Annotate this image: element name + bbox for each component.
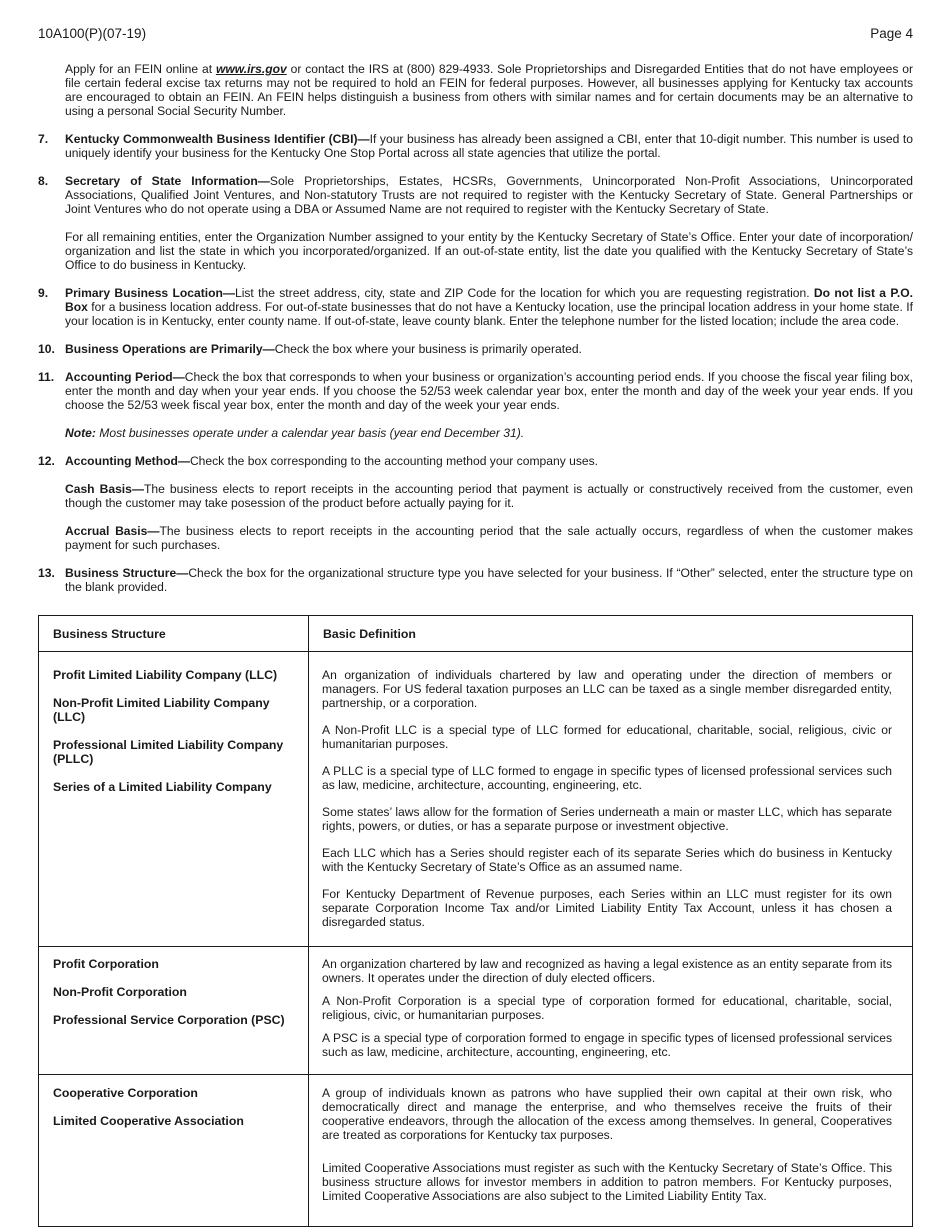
item-9 — [38, 286, 913, 328]
cash-basis-label: Cash Basis— — [65, 482, 144, 496]
irs-link[interactable]: www.irs.gov — [215, 62, 287, 76]
item-number: 8. — [38, 174, 49, 188]
form-id: 10A100(P)(07-19) — [38, 26, 147, 41]
item-7 — [38, 132, 913, 160]
item-13 — [38, 566, 913, 594]
item-text-cont: for a business location address. For out-of-state businesses that do not have a Kentucky location, use the principal location address in your home state. If your location is in Kentucky, enter county name. If out-of-state, leave county blank. Enter the telephone number for the listed location; include the area code. — [65, 300, 913, 328]
cash-basis-text: The business elects to report receipts in the accounting period that payment is actually or constructively received from the customer, even though the customer may take posession of the product before actually paying for it. — [65, 482, 913, 510]
item-title: Kentucky Commonwealth Business Identifier (CBI)— — [65, 132, 370, 146]
fein-text-cont: or contact the IRS at (800) 829-4933. Sole Proprietorships and Disregarded Entities that do not have employees or file certain federal excise tax returns may not be required to hold an FEIN for federal purposes. However, all businesses applying for Kentucky tax accounts are encouraged to obtain an FEIN. An FEIN helps distinguish a business from others with similar names and for certain documents may be an alternative to using a personal Social Security Number. — [65, 62, 913, 118]
definition-text: A PSC is a special type of corporation formed to engage in specific types of licensed professional services such as law, medicine, architecture, accounting, engineering, etc. — [322, 1031, 892, 1059]
accrual-basis-label: Accrual Basis— — [65, 524, 160, 538]
item-title: Primary Business Location— — [65, 286, 235, 300]
accrual-basis-text: The business elects to report receipts in the accounting period that the sale actually occurs, regardless of when the customer makes payment for such purchases. — [65, 524, 914, 552]
item-number: 13. — [38, 566, 55, 580]
definition-text: Each LLC which has a Series should register each of its separate Series which do business in Kentucky with the Kentucky Secretary of State’s Office as an assumed name. — [322, 846, 892, 874]
item-text: Check the box for the organizational structure type you have selected for your business. If “Other” selected, enter the structure type on the blank provided. — [65, 566, 913, 594]
item-emphasis: Do not list a P.O. Box — [65, 286, 913, 314]
item-number: 11. — [38, 370, 55, 384]
item-12 — [38, 454, 913, 552]
note-text: Most businesses operate under a calendar year basis (year end December 31). — [95, 426, 525, 440]
structure-name: Profit Limited Liability Company (LLC) — [53, 668, 278, 682]
table-row — [39, 947, 913, 1075]
definition-text: A PLLC is a special type of LLC formed to engage in specific types of licensed professional services such as law, medicine, architecture, accounting, engineering, etc. — [322, 764, 892, 792]
item-number: 10. — [38, 342, 55, 356]
item-title: Secretary of State Information— — [65, 174, 270, 188]
definition-text: Some states’ laws allow for the formation of Series underneath a main or master LLC, which has separate rights, powers, or duties, or has a separate purpose or investment objective. — [322, 805, 892, 833]
item-text: Check the box where your business is primarily operated. — [274, 342, 582, 356]
instructions — [38, 62, 913, 608]
structure-name: Limited Cooperative Association — [53, 1114, 244, 1128]
definition-text: A Non-Profit Corporation is a special type of corporation formed for educational, charitable, social, religious, civic, or humanitarian purposes. — [322, 994, 892, 1022]
structure-name: Non-Profit Corporation — [53, 985, 187, 999]
structure-cell — [39, 1075, 309, 1227]
column-header-structure: Business Structure — [39, 616, 309, 652]
definition-text: An organization chartered by law and recognized as having a legal existence as an entity separate from its owners. It operates under the direction of duly elected officers. — [322, 957, 892, 985]
structure-name: Series of a Limited Liability Company — [53, 780, 272, 794]
item-11 — [38, 370, 913, 440]
item-text: List the street address, city, state and ZIP Code for the location for which you are requesting registration. — [234, 286, 814, 300]
structure-cell — [39, 652, 309, 947]
item-text: Check the box that corresponds to when your business or organization’s accounting period ends. If you choose the fiscal year filing box, enter the month and day when your year ends. If you choose the 52/53 week calendar year box, enter the month and day of the week your year ends. If you choose the 52/53 week fiscal year box, enter the month and day of the week your year ends. — [65, 370, 913, 412]
structure-name: Professional Service Corporation (PSC) — [53, 1013, 285, 1027]
structure-name: Cooperative Corporation — [53, 1086, 198, 1100]
structure-name: Professional Limited Liability Company (PLLC) — [53, 738, 284, 766]
definition-cell — [309, 652, 913, 947]
note — [65, 426, 913, 440]
item-number: 7. — [38, 132, 49, 146]
table-row — [39, 652, 913, 947]
item-number: 9. — [38, 286, 49, 300]
fein-text: Apply for an FEIN online at — [65, 62, 216, 76]
item-8 — [38, 174, 913, 272]
item-text: Sole Proprietorships, Estates, HCSRs, Governments, Unincorporated Non-Profit Associations, Unincorporated Associations, Qualified Joint Ventures, and Non-statutory Trusts are not required to register with the Kentucky Secretary of State. General Partnerships or Joint Ventures who do not operate using a DBA or Assumed Name are not required to register with the Kentucky Secretary of State. — [65, 174, 913, 216]
structure-name: Non-Profit Limited Liability Company (LLC) — [53, 696, 270, 724]
definition-cell — [309, 947, 913, 1075]
item-title: Accounting Period— — [65, 370, 185, 384]
item-number: 12. — [38, 454, 55, 468]
table-header-row — [39, 616, 913, 652]
item-text: If your business has already been assigned a CBI, enter that 10-digit number. This number is used to uniquely identify your business for the Kentucky One Stop Portal across all state agencies that utilize the portal. — [65, 132, 913, 160]
item-text-2: For all remaining entities, enter the Organization Number assigned to your entity by the Kentucky Secretary of State’s Office. Enter your date of incorporation/ organization and list the state in which you incorporated/organized. If an out-of-state entity, list the date you qualified with the Kentucky Secretary of State’s Office to do business in Kentucky. — [65, 230, 913, 272]
definition-text: A group of individuals known as patrons who have supplied their own capital at their own risk, who democratically direct and manage the enterprise, and who themselves receive the fruits of their cooperative endeavors, through the allocation of the excess among themselves. In general, Cooperatives are treated as corporations for Kentucky tax purposes. — [322, 1086, 892, 1142]
definition-text: Limited Cooperative Associations must register as such with the Kentucky Secretary of State’s Office. This business structure allows for investor members in addition to patron members. For Kentucky purposes, Limited Cooperative Associations are also subject to the Limited Liability Entity Tax. — [322, 1161, 892, 1203]
item-title: Business Structure— — [65, 566, 189, 580]
structure-cell — [39, 947, 309, 1075]
structure-name: Profit Corporation — [53, 957, 159, 971]
definition-cell — [309, 1075, 913, 1227]
business-structure-table — [38, 615, 913, 1227]
table-row — [39, 1075, 913, 1227]
definition-text: For Kentucky Department of Revenue purposes, each Series within an LLC must register for its own separate Corporation Income Tax and/or Limited Liability Entity Tax Account, unless it has chosen a disregarded status. — [322, 887, 892, 929]
page-number: Page 4 — [870, 26, 913, 41]
definition-text: A Non-Profit LLC is a special type of LLC formed for educational, charitable, social, religious, civic or humanitarian purposes. — [322, 723, 892, 751]
item-text: Check the box corresponding to the accounting method your company uses. — [189, 454, 599, 468]
item-10 — [38, 342, 913, 356]
fein-paragraph — [65, 62, 913, 118]
item-title: Business Operations are Primarily— — [65, 342, 275, 356]
item-title: Accounting Method— — [65, 454, 190, 468]
definition-text: An organization of individuals chartered by law and operating under the direction of members or managers. For US federal taxation purposes an LLC can be taxed as a single member disregarded entity, partnership, or a corporation. — [322, 668, 892, 710]
column-header-definition: Basic Definition — [309, 616, 913, 652]
note-label: Note: — [65, 426, 96, 440]
